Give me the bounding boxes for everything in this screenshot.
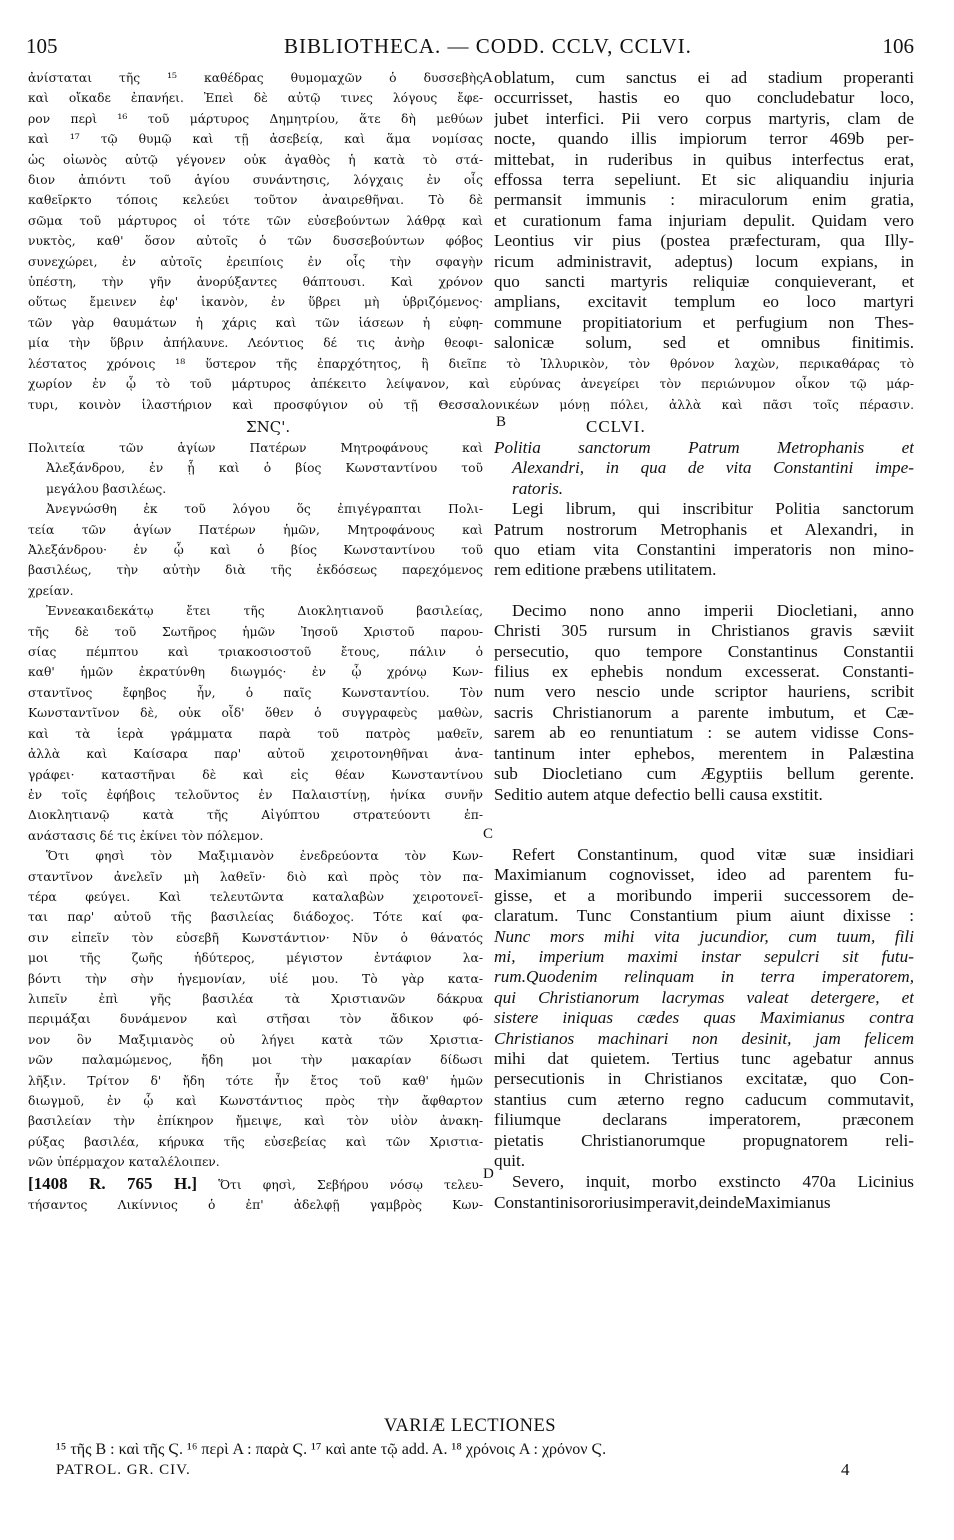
greek-line: σταντῖνος ἔφηβος ἦν, ὁ παῖς Κωνσταντίου. Τὸν (28, 685, 483, 700)
greek-line: ὡς οἰωνὸς αὐτῷ γέγονεν οὐκ ἀγαθὸς ἡ κατὰ τὸ στά- (28, 152, 483, 167)
greek-line: λῆξιν. Τρίτον δ' ἤδη τότε ἦν ἔτος τοῦ καθ' ἡμῶν (28, 1073, 483, 1088)
greek-line: Ὅτι φησὶ τὸν Μαξιμιανὸν ἐνεδρεύοντα τὸν Κων- (46, 849, 483, 864)
latin-line: mihi dat quietem. Tertius tunc agebatur annus (494, 1048, 914, 1068)
latin-line: filius ex ephebis nondum excesserat. Constanti- (494, 662, 914, 682)
greek-line: λιπεῖν ἐπὶ γῆς βασιλέα τὰ Χριστιανῶν δάκρυα (28, 991, 483, 1006)
latin-title-line: Alexandri, in qua de vita Constantini impe- (512, 458, 914, 478)
greek-line: ανάστασις δέ τις ἐκίνει τὸν πόλεμον. (28, 828, 264, 843)
greek-column-2 (28, 438, 483, 1215)
greek-codex-title: ΣΝϚ'. (246, 418, 291, 436)
greek-full-width (28, 354, 914, 415)
greek-line: ἀλλὰ καὶ Καίσαρα παρ' αὐτοῦ χειροτονηθῆναι ἀνα- (28, 747, 483, 762)
latin-line: quit. (494, 1151, 526, 1170)
latin-line: occurrisset, hastis eo quo concludebatur loco, (494, 88, 914, 108)
greek-line: μία τὴν ὕβριν ἀπήλαυνε. Λεόντιος δέ τις ἀνὴρ θεοφι- (28, 336, 483, 351)
latin-line: Severo, inquit, morbo exstincto 470a Licinius (512, 1172, 914, 1192)
greek-line: καὶ τὰ ἱερὰ γράμματα παρὰ τοῦ πατρὸς μαθεῖν, (28, 726, 483, 741)
greek-line: ὑπέστη, τὴν γῆν ἀνορύξαντες θάπτουσι. Καὶ χρόνον (28, 275, 483, 290)
greek-line: μεγάλου βασιλέως. (46, 481, 167, 496)
greek-line: ἐν τοῖς ἐφήβοις τελοῦντος ἐν Παλαιστίνῃ, ἡνίκα συνῆν (28, 787, 483, 802)
latin-line: sistere iniquas cædes quas Maximianus contra (494, 1008, 914, 1028)
greek-line: τήσαντος Λικίννιος ὁ ἐπ' ἀδελφῇ γαμβρὸς Κων- (28, 1197, 483, 1212)
greek-line: Πολιτεία τῶν ἁγίων Πατέρων Μητροφάνους καὶ (28, 441, 483, 455)
latin-line: qui Christianorum lacrymas valeat detergere, et (494, 987, 914, 1007)
latin-line: persecutionis in Christianos excitatæ, quo Con- (494, 1069, 914, 1089)
latin-line: commune propitiatorium et perfugium non Thes- (494, 312, 914, 332)
greek-line: τεία τῶν ἁγίων Πατέρων ἡμῶν, Μητροφάνους καὶ (28, 522, 483, 537)
latin-line: ricum administravit, adeptus) locum expians, in (494, 251, 914, 271)
greek-line: Ὅτι φησὶ, Σεβήρου νόσῳ τελευ- (218, 1177, 483, 1192)
greek-line: βασιλείαν τὴν ἐπίκηρον ἤμειψε, καὶ τὸν υἱὸν ἀνακη- (28, 1114, 483, 1129)
latin-title-line: Politia sanctorum Patrum Metrophanis et (494, 438, 914, 457)
latin-line: rum.Quodenim relinquam in terra imperatorem, (494, 967, 914, 987)
greek-line: Ἐννεακαιδεκάτῳ ἔτει τῆς Διοκλητιανοῦ βασιλείας, (46, 604, 483, 619)
latin-line: filiumque declarans imperatorem, præconem (494, 1110, 914, 1130)
greek-line: διωγμοῦ, ἐν ᾧ καὶ Κωνστάντιος πρὸς τὴν ἄφθαρτον (28, 1094, 483, 1108)
latin-line: num vero nescio unde scriptor hauriens, scribit (494, 682, 914, 702)
greek-line: χρείαν. (28, 583, 74, 598)
greek-line: χωρίον ἐν ᾧ τὸ τοῦ μάρτυρος ἀπέκειτο λείψανον, καὶ εὐρύνας ἀνεγείρει τὸν περιώνυμον οἶκον τῷ μάρ- (28, 377, 914, 392)
latin-line: sarem ab eo renuntiatum : se autem vidisse Cons- (494, 723, 914, 743)
greek-line: καὶ οἴκαδε ἐπανήει. Ἐπεὶ δὲ αὐτῷ τινες λόγους ἔφε- (28, 91, 483, 106)
margin-marker-d: D (483, 1166, 494, 1182)
latin-line: Seditio autem atque defectio belli causa exstitit. (494, 784, 823, 804)
latin-line: jubet interfici. Pii vero corpus martyris, clam de (494, 108, 914, 128)
latin-line: pietatis Christianorumque propugnatorem reli- (494, 1130, 914, 1150)
page-header (26, 30, 914, 66)
latin-line: amplians, excitavit templum eo loco martyri (494, 292, 914, 312)
latin-line: Maximianum cognovisset, ideo ad parentem fu- (494, 865, 914, 885)
greek-line: σῶμα τοῦ μάρτυρος οἱ τότε τῶν εὐσεβούντων λάθρᾳ καὶ (28, 213, 483, 228)
margin-marker-c: C (483, 826, 494, 842)
greek-line: συνεχώρει, ἐν αὐτοῖς ἐρειπίοις ἐν οἷς τὴν σφαγὴν (28, 254, 483, 269)
latin-line: nocte, quando illis impiorum terror 469b per- (494, 129, 914, 149)
latin-line: Decimo nono anno imperii Diocletiani, anno (512, 600, 914, 620)
latin-line: Leontius vir pius (postea præfecturam, qua Illy- (494, 231, 914, 251)
variae-lectiones-heading: VARIÆ LECTIONES (383, 1416, 557, 1436)
latin-line: persecutio, quo tempore Constantinus Constantii (494, 641, 914, 661)
running-title: BIBLIOTHECA. — CODD. CCLV, CCLVI. (284, 34, 692, 58)
greek-line: βασιλέως, τὴν αὐτὴν διὰ τῆς ἐκδόσεως παρεχόμενος (28, 563, 483, 578)
variae-lectiones-text: ¹⁵ τῆς B : καὶ τῆς Ϛ. ¹⁶ περὶ A : παρὰ Ϛ. ¹⁷ καὶ ante τῷ add. A. ¹⁸ χρόνοις A : χρόνον Ϛ. (56, 1441, 607, 1458)
greek-line: Ἀνεγνώσθη ἐκ τοῦ λόγου ὅς ἐπιγέγραπται Πολι- (46, 502, 483, 517)
greek-line: Κωνσταντῖνον δὲ, οὐκ οἶδ' ὅθεν ὁ συγγραφεὺς μαθὼν, (28, 706, 483, 721)
greek-line: διον ἀπιόντι τοῦ ἁγίου συνάντησις, λόγχαις ἐν οἷς (28, 173, 483, 188)
latin-line: et curationum fama injuriam depulit. Quidam vero (494, 210, 914, 230)
latin-line: oblatum, cum sanctus ei ad stadium properanti (494, 68, 914, 87)
latin-line: Christi 305 rursum in Christianos gravis sæviit (494, 621, 914, 641)
greek-line: γράφει· καταστῆναι δὲ καὶ εἰς θέαν Κωνσταντίνου (28, 767, 483, 782)
latin-column-1 (494, 68, 914, 354)
latin-line: Nunc mors mihi vita jucundior, cum tuum, fili (494, 926, 914, 946)
greek-line: νυκτὸς, καθ' ὅσον αὐτοῖς ὁ τῶν δυσσεβούντων φόβος (28, 234, 483, 249)
latin-line: Constantinisororiusimperavit,deindeMaximianus (494, 1193, 831, 1213)
greek-line: ἀνίσταται τῆς ¹⁵ καθέδρας θυμομαχῶν ὁ δυσσεβὴς (28, 71, 483, 85)
page-number-left: 105 (26, 34, 58, 58)
greek-line: νῶν παλαμώμενος, ἤδη μοι τὴν μακαρίαν δίδωσι (28, 1053, 483, 1068)
footer-sheet-number: 4 (841, 1460, 850, 1479)
latin-line: quo sancti martyris reliquiæ conquieverant, et (494, 272, 914, 292)
greek-line: τέρα φεύγει. Καὶ τελευτῶντα καταλαβὼν χειροτονεῖ- (28, 889, 483, 904)
latin-line: Patrum nostrorum Metrophanis et Alexandri, in (494, 519, 914, 539)
greek-line: τῆς δὲ τοῦ Σωτῆρος ἡμῶν Ἰησοῦ Χριστοῦ παρου- (28, 624, 483, 639)
page-number-right: 106 (882, 34, 914, 58)
greek-line: Ἀλεξάνδρου· ἐν ᾧ καὶ ὁ βίος Κωνσταντίνου τοῦ (28, 543, 483, 558)
latin-column-2 (494, 438, 914, 1214)
latin-line: sub Diocletiano cum Ægyptiis bellum gerente. (494, 764, 914, 784)
greek-line: καὶ ¹⁷ τῷ θυμῷ καὶ τῇ ἀσεβείᾳ, καὶ ἅμα νομίσας (28, 132, 483, 147)
greek-line: βόντι τὴν σὴν ἡγεμονίαν, υἱέ μου. Τὸ γὰρ κατα- (28, 971, 483, 986)
greek-line: σίας πέμπτου καὶ τριακοσιοστοῦ ἔτους, πάλιν ὁ (28, 645, 483, 660)
greek-line: καθ' ἡμῶν ἐκρατύνθη διωγμός· ἐν ᾧ χρόνῳ Κων- (28, 665, 483, 680)
latin-line: quo etiam vita Constantini imperatoris non mino- (494, 540, 914, 560)
page (26, 30, 926, 1510)
latin-codex-title: CCLVI. (586, 417, 646, 436)
greek-line: μοι τῆς ζωῆς ἡδύτερος, μέγιστον ἐντάφιον λα- (28, 951, 483, 966)
latin-line: Christianos machinari non desinit, jam felicem (494, 1028, 914, 1048)
greek-line: ρύξας βασιλέα, κήρυκα τῆς εὐσεβείας καὶ τῶν Χριστια- (28, 1134, 483, 1149)
greek-line-with-ref (28, 1173, 483, 1195)
greek-line: περιμάξαι δυνάμενον καὶ στῆσαι τὸν ἄδικον φό- (28, 1012, 483, 1027)
greek-line: Διοκλητιανῷ κατὰ τῆς Αἰγύπτου στρατεύοντι ἐπ- (28, 808, 483, 823)
latin-line: sacris Christianorum a parente imbutum, et Cæ- (494, 702, 914, 722)
latin-line: rem editione præbens utilitatem. (494, 560, 717, 580)
latin-title-line: ratoris. (512, 478, 564, 498)
greek-column-1 (28, 68, 483, 354)
latin-line: gisse, et a moribundo imperii successorem de- (494, 885, 914, 905)
latin-line: effossa terra sepeliunt. Et sic aliquandiu injuria (494, 170, 914, 190)
greek-line: Ἀλεξάνδρου, ἐν ᾗ καὶ ὁ βίος Κωνσταντίνου τοῦ (46, 461, 483, 476)
footer-signature: PATROL. GR. CIV. (56, 1462, 191, 1478)
greek-line: οὕτως ἔμεινεν ἐφ' ἱκανὸν, ἐν ὕβρει μὴ ὑβριζόμενος· (28, 295, 483, 310)
latin-line: stantius cum æterno regno caducum commutavit, (494, 1089, 914, 1109)
greek-line: σιν εἰπεῖν τὸν εὐσεβῆ Κωνστάντιον· Νῦν ὁ θάνατός (28, 930, 483, 945)
latin-line: mi, imperium maximi instar sepulcri sit futu- (494, 946, 914, 966)
latin-line: Legi librum, qui inscribitur Politia sanctorum (512, 499, 914, 519)
latin-line: salonicæ solum, sed et omnibus finitimis. (494, 333, 914, 353)
greek-line: σταντῖνον ἀνελεῖν μὴ λαθεῖν· διὸ καὶ πρὸς τὸν πα- (28, 869, 483, 884)
greek-line: ρον περὶ ¹⁶ τοῦ μάρτυρος Δημητρίου, ἅτε δὴ μεθύων (28, 111, 483, 126)
latin-line: mittebat, in ruderibus in quibus interfectus erat, (494, 149, 914, 169)
greek-line: τυρι, κοινὸν ἱλαστήριον καὶ προσφύγιον οὐ τῇ Θεσσαλονικέων μόνῃ πόλει, ἀλλὰ καὶ πᾶσι τοῖς πέρασιν. (28, 397, 914, 412)
greek-line: λέστατος χρόνοις ¹⁸ ὕστερον τῆς ἐπαρχότητος, ἣ διεῖπε τὸ Ἰλλυρικὸν, τὸν θρόνον λαχὼν, περικαθάρας τὸ (28, 357, 914, 371)
greek-line: καθεῖρκτο τόποις κελεύει τοῦτον ἀναιρεθῆναι. Τὸ δὲ (28, 193, 483, 208)
latin-line: permansit immunis : miraculorum enim gratia, (494, 190, 914, 210)
latin-line: tantinum inter ephebos, merentem in Palæstina (494, 743, 914, 763)
greek-line: νῶν ὑπέρμαχον καταλέλοιπεν. (28, 1155, 220, 1170)
margin-marker-a: A (482, 70, 493, 86)
greek-line: νον ὃν Μαξιμιανὸς οὐ λήγει κατὰ τῶν Χριστια- (28, 1032, 483, 1047)
margin-marker-b: B (496, 414, 507, 430)
latin-line: claratum. Tunc Constantium pium aiunt dixisse : (494, 906, 914, 926)
greek-line: τῶν γὰρ θαυμάτων ἡ χάρις καὶ τῶν ἰάσεων ἡ εὐφη- (28, 315, 483, 330)
greek-line: ται παρ' αὐτοῦ τῆς βασιλείας διάδοχος. Τότε καί φα- (28, 910, 483, 925)
latin-line: Refert Constantinum, quod vitæ suæ insidiari (512, 844, 914, 864)
edition-reference: [1408 R. 765 H.] (28, 1173, 198, 1193)
